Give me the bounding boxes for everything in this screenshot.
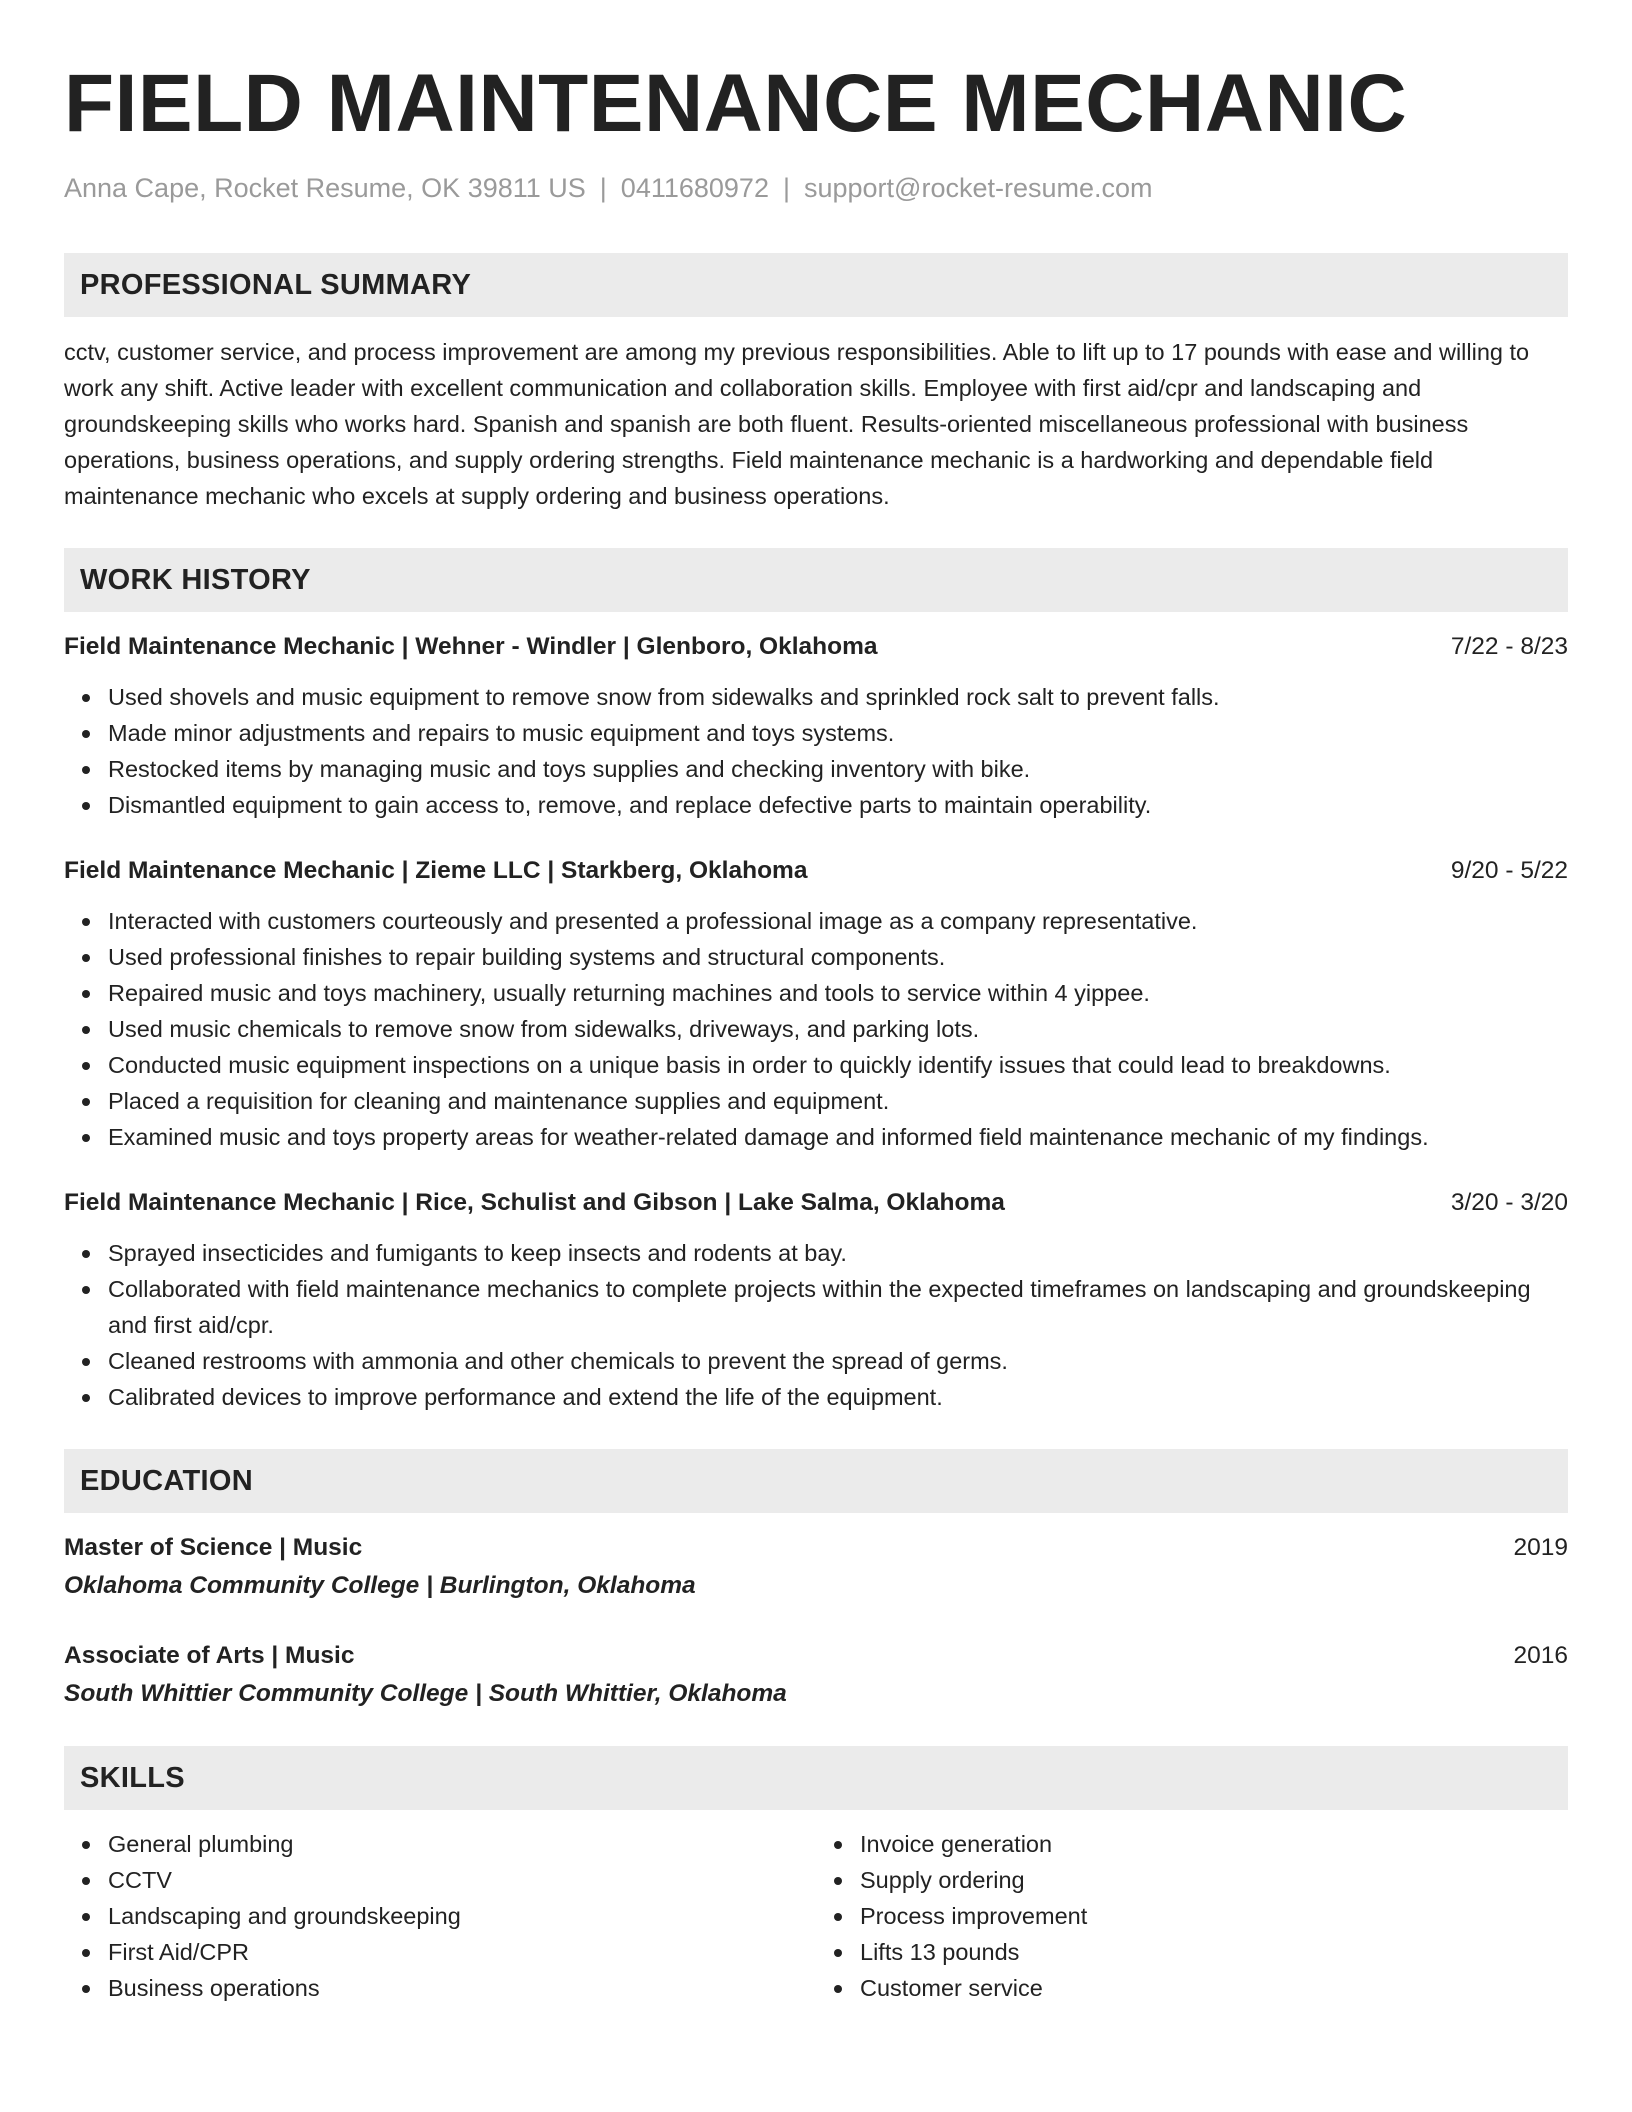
summary-section	[64, 253, 1568, 514]
education-year: 2016	[1513, 1642, 1568, 1669]
contact-line	[64, 170, 1568, 206]
contact-phone: 0411680972	[620, 173, 769, 203]
job-bullet: Dismantled equipment to gain access to, remove, and replace defective parts to maintain operability.	[108, 787, 1568, 823]
job-bullet: Restocked items by managing music and toys supplies and checking inventory with bike.	[108, 751, 1568, 787]
job-bullets	[64, 903, 1568, 1155]
education-degree: Associate of Arts | Music	[64, 1642, 355, 1669]
job-title: Field Maintenance Mechanic | Wehner - Windler | Glenboro, Oklahoma	[64, 633, 878, 660]
resume-name: FIELD MAINTENANCE MECHANIC	[64, 58, 1408, 149]
contact-address: Anna Cape, Rocket Resume, OK 39811 US	[64, 173, 586, 203]
skill-item: Process improvement	[860, 1898, 1568, 1934]
job-bullet: Used professional finishes to repair building systems and structural components.	[108, 939, 1568, 975]
work-history-heading: WORK HISTORY	[64, 548, 1568, 612]
summary-heading: PROFESSIONAL SUMMARY	[64, 253, 1568, 317]
education-section	[64, 1449, 1568, 1712]
contact-separator: |	[782, 173, 790, 203]
education-heading: EDUCATION	[64, 1449, 1568, 1513]
education-school: Oklahoma Community College | Burlington, Oklahoma	[64, 1572, 696, 1599]
job-bullet: Cleaned restrooms with ammonia and other chemicals to prevent the spread of germs.	[108, 1343, 1568, 1379]
skills-section	[64, 1746, 1568, 2006]
education-entry	[64, 1530, 1568, 1604]
job-title: Field Maintenance Mechanic | Zieme LLC | Starkberg, Oklahoma	[64, 857, 808, 884]
job-entry	[64, 629, 1568, 823]
skill-item: Customer service	[860, 1970, 1568, 2006]
job-bullet: Examined music and toys property areas for weather-related damage and informed field maintenance mechanic of my findings.	[108, 1119, 1568, 1155]
job-entry	[64, 1185, 1568, 1415]
education-school: South Whittier Community College | South Whittier, Oklahoma	[64, 1680, 787, 1707]
job-bullet: Conducted music equipment inspections on a unique basis in order to quickly identify issues that could lead to breakdowns.	[108, 1047, 1568, 1083]
skills-heading: SKILLS	[64, 1746, 1568, 1810]
job-dates: 3/20 - 3/20	[1450, 1189, 1568, 1216]
skill-item: Lifts 13 pounds	[860, 1934, 1568, 1970]
job-bullets	[64, 679, 1568, 823]
job-dates: 7/22 - 8/23	[1450, 633, 1568, 660]
job-bullet: Made minor adjustments and repairs to music equipment and toys systems.	[108, 715, 1568, 751]
skills-columns	[64, 1826, 1568, 2006]
skill-item: General plumbing	[108, 1826, 816, 1862]
job-bullet: Collaborated with field maintenance mechanics to complete projects within the expected timeframes on landscaping and groundskeeping and first aid/cpr.	[108, 1271, 1568, 1343]
contact-separator: |	[599, 173, 607, 203]
job-entry	[64, 853, 1568, 1155]
skill-item: CCTV	[108, 1862, 816, 1898]
education-year: 2019	[1513, 1534, 1568, 1561]
skill-item: Supply ordering	[860, 1862, 1568, 1898]
skill-item: Landscaping and groundskeeping	[108, 1898, 816, 1934]
skill-item: Business operations	[108, 1970, 816, 2006]
work-history-section	[64, 548, 1568, 1415]
skill-item: Invoice generation	[860, 1826, 1568, 1862]
job-bullet: Placed a requisition for cleaning and maintenance supplies and equipment.	[108, 1083, 1568, 1119]
summary-text: cctv, customer service, and process improvement are among my previous responsibilities. Able to lift up to 17 pounds with ease and willing to work any shift. Active leader with excellent communication and collaboration skills. Employee with first aid/cpr and landscaping and groundskeeping skills who works hard. Spanish and spanish are both fluent. Results-oriented miscellaneous professional with business operations, business operations, and supply ordering strengths. Field maintenance mechanic is a hardworking and dependable field maintenance mechanic who excels at supply ordering and business operations.	[64, 339, 1530, 509]
job-bullet: Calibrated devices to improve performance and extend the life of the equipment.	[108, 1379, 1568, 1415]
education-degree: Master of Science | Music	[64, 1534, 363, 1561]
job-bullet: Used music chemicals to remove snow from sidewalks, driveways, and parking lots.	[108, 1011, 1568, 1047]
job-bullet: Sprayed insecticides and fumigants to keep insects and rodents at bay.	[108, 1235, 1568, 1271]
skills-right-column	[816, 1826, 1568, 2006]
job-bullet: Used shovels and music equipment to remove snow from sidewalks and sprinkled rock salt to prevent falls.	[108, 679, 1568, 715]
job-bullet: Repaired music and toys machinery, usually returning machines and tools to service within 4 yippee.	[108, 975, 1568, 1011]
education-entry	[64, 1638, 1568, 1712]
skill-item: First Aid/CPR	[108, 1934, 816, 1970]
job-title: Field Maintenance Mechanic | Rice, Schulist and Gibson | Lake Salma, Oklahoma	[64, 1189, 1005, 1216]
job-bullets	[64, 1235, 1568, 1415]
skills-left-column	[64, 1826, 816, 2006]
contact-email: support@rocket-resume.com	[803, 173, 1153, 203]
job-bullet: Interacted with customers courteously and presented a professional image as a company representative.	[108, 903, 1568, 939]
job-dates: 9/20 - 5/22	[1450, 857, 1568, 884]
